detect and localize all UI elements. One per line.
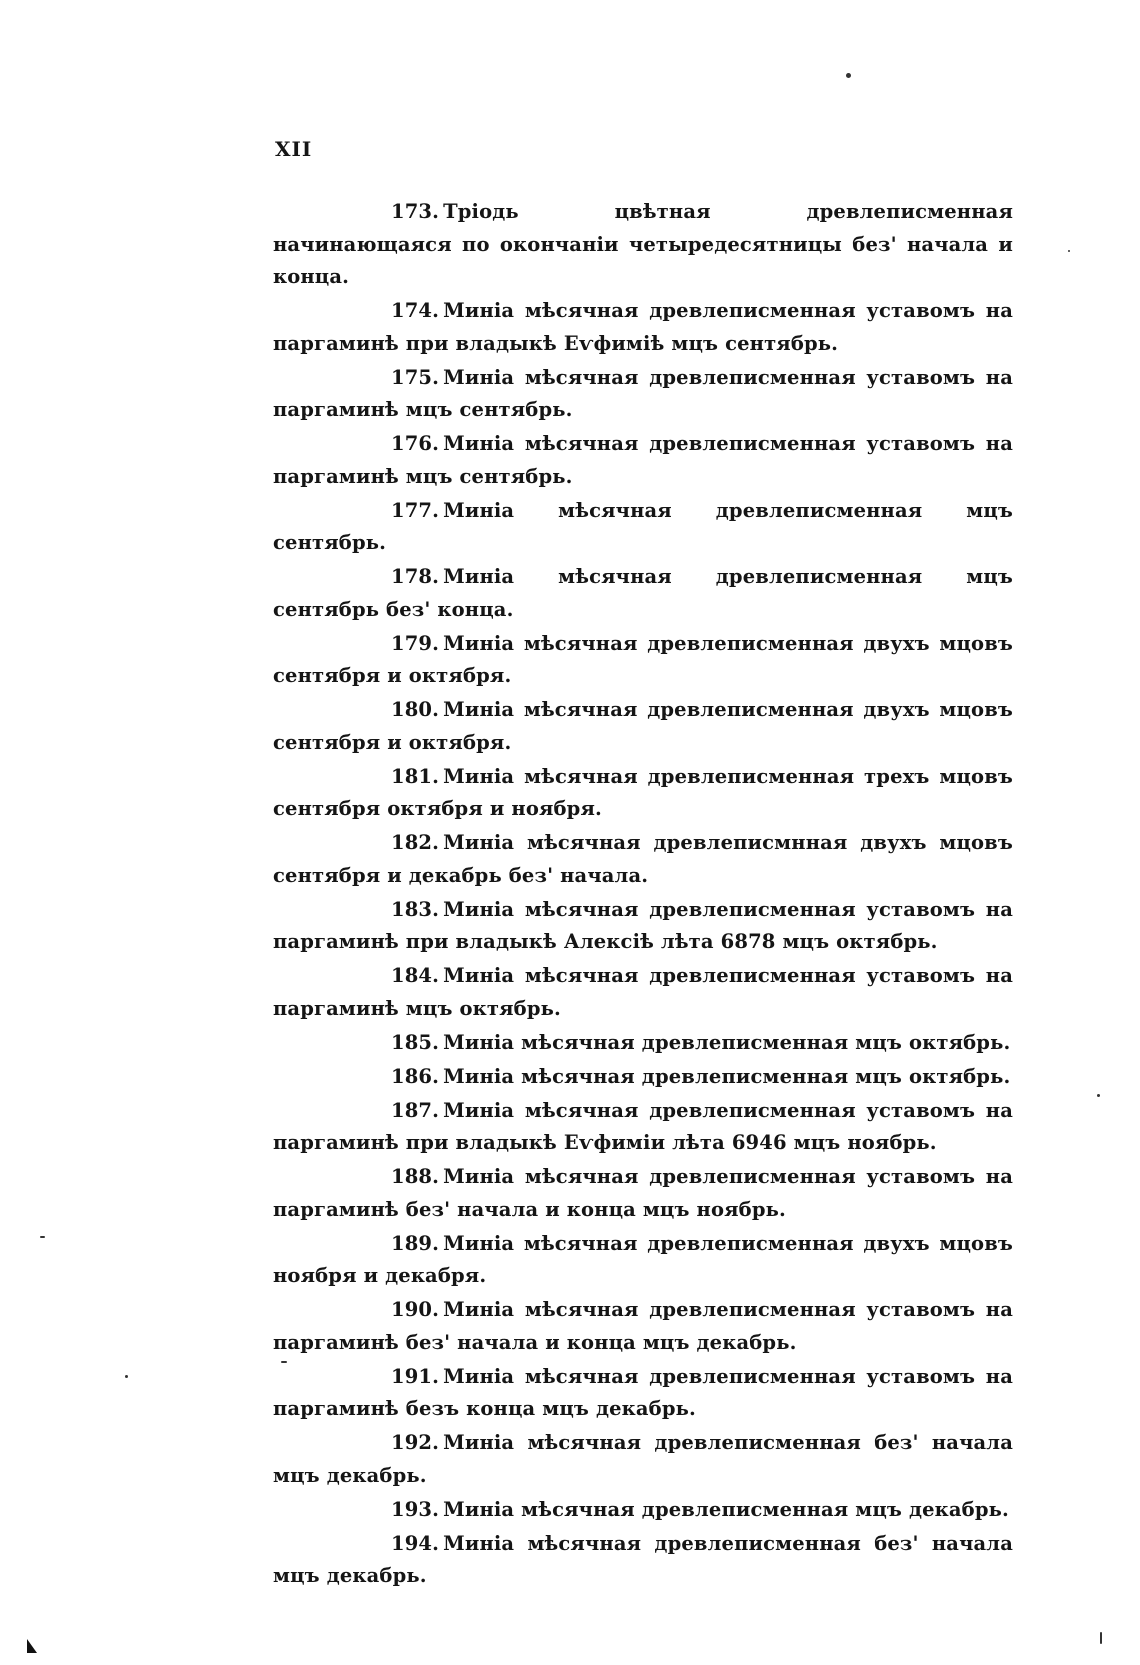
entry-text: Миніа мѣсячная древлеписменная мцъ октябрь.: [443, 1064, 1011, 1088]
entry-text: Миніа мѣсячная древлеписменная мцъ сентябрь.: [273, 498, 1013, 554]
scan-speck: [1068, 250, 1070, 252]
catalog-entry: [273, 1294, 1013, 1359]
page-number: XII: [275, 137, 313, 161]
entry-text: Миніа мѣсячная древлеписменная уставомъ на паргаминѣ безъ конца мцъ декабрь.: [273, 1364, 1013, 1420]
entry-number: 191.: [391, 1364, 440, 1388]
catalog-entry: [273, 1228, 1013, 1293]
entry-number: 175.: [391, 365, 440, 389]
scan-speck: [1097, 1094, 1100, 1097]
entry-text: Миніа мѣсячная древлеписменная мцъ октябрь.: [443, 1030, 1011, 1054]
entry-text: Миніа мѣсячная древлеписменная уставомъ на паргаминѣ при владыкѣ Алексіѣ лѣта 6878 мцъ октябрь.: [273, 897, 1013, 953]
entry-number: 187.: [391, 1098, 440, 1122]
entry-number: 174.: [391, 299, 440, 322]
entry-text: Миніа мѣсячная древлеписменная уставомъ на паргаминѣ мцъ сентябрь.: [273, 432, 1013, 488]
catalog-entry: [273, 827, 1013, 892]
catalog-entry: [273, 960, 1013, 1025]
catalog-entry: [273, 761, 1013, 826]
entry-text: Миніа мѣсячная древлеписменная трехъ мцовъ сентября октября и ноября.: [273, 764, 1013, 820]
entry-number: 179.: [391, 631, 440, 655]
catalog-entries: [273, 196, 1013, 1594]
catalog-entry: [273, 362, 1013, 427]
entry-number: 180.: [391, 698, 440, 721]
entry-text: Миніа мѣсячная древлеписменная мцъ декабрь.: [443, 1497, 1009, 1521]
entry-number: 176.: [391, 432, 440, 455]
entry-text: Миніа мѣсячная древлеписменная без' начала мцъ декабрь.: [273, 1431, 1013, 1487]
catalog-entry: [273, 1061, 1013, 1094]
entry-text: Миніа мѣсячная древлеписменная без' начала мцъ декабрь.: [273, 1531, 1013, 1587]
scan-speck: [40, 1236, 45, 1238]
entry-text: Миніа мѣсячная древлеписменная уставомъ на паргаминѣ без' начала и конца мцъ декабрь.: [273, 1298, 1013, 1354]
entry-text: Миніа мѣсячная древлеписменная уставомъ на паргаминѣ мцъ октябрь.: [273, 964, 1013, 1020]
scan-speck: [1100, 1632, 1102, 1644]
entry-number: 185.: [391, 1030, 440, 1054]
catalog-entry: [273, 495, 1013, 560]
entry-number: 178.: [391, 565, 440, 588]
entry-text: Миніа мѣсячная древлеписменная двухъ мцовъ ноября и декабря.: [273, 1231, 1013, 1287]
entry-number: 183.: [391, 897, 440, 921]
entry-number: 173.: [391, 200, 440, 223]
catalog-entry: [273, 1361, 1013, 1426]
entry-number: 182.: [391, 831, 440, 854]
entry-number: 194.: [391, 1531, 440, 1555]
catalog-entry: [273, 1095, 1013, 1160]
entry-text: Миніа мѣсячная древлеписмнная двухъ мцовъ сентября и декабрь без' начала.: [273, 831, 1013, 887]
catalog-entry: [273, 894, 1013, 959]
entry-text: Миніа мѣсячная древлеписменная уставомъ на паргаминѣ при владыкѣ Еѵфиміѣ мцъ сентябрь.: [273, 299, 1013, 355]
entry-text: Миніа мѣсячная древлеписменная уставомъ на паргаминѣ мцъ сентябрь.: [273, 365, 1013, 421]
scan-speck: [125, 1375, 128, 1378]
entry-text: Тріодь цвѣтная древлеписменная начинающаяся по окончаніи четыредесятницы без' начала и конца.: [273, 200, 1013, 288]
catalog-entry: [273, 1494, 1013, 1527]
entry-number: 193.: [391, 1497, 440, 1521]
entry-number: 192.: [391, 1431, 440, 1454]
entry-number: 181.: [391, 764, 440, 788]
catalog-entry: [273, 1027, 1013, 1060]
entry-text: Миніа мѣсячная древлеписменная двухъ мцовъ сентября и октября.: [273, 698, 1013, 754]
catalog-entry: [273, 561, 1013, 626]
catalog-entry: [273, 1528, 1013, 1593]
catalog-entry: [273, 428, 1013, 493]
scan-speck: [846, 73, 851, 78]
entry-number: 189.: [391, 1231, 440, 1255]
entry-number: 186.: [391, 1064, 440, 1088]
corner-mark: [27, 1639, 37, 1653]
catalog-entry: [273, 1427, 1013, 1492]
entry-number: 177.: [391, 498, 440, 522]
catalog-entry: [273, 1161, 1013, 1226]
catalog-entry: [273, 694, 1013, 759]
catalog-entry: [273, 628, 1013, 693]
catalog-entry: [273, 196, 1013, 294]
entry-number: 190.: [391, 1298, 440, 1321]
entry-number: 188.: [391, 1165, 440, 1188]
entry-number: 184.: [391, 964, 440, 987]
entry-text: Миніа мѣсячная древлеписменная двухъ мцовъ сентября и октября.: [273, 631, 1013, 687]
scan-speck: [281, 1361, 287, 1363]
entry-text: Миніа мѣсячная древлеписменная мцъ сентябрь без' конца.: [273, 565, 1013, 621]
entry-text: Миніа мѣсячная древлеписменная уставомъ на паргаминѣ без' начала и конца мцъ ноябрь.: [273, 1165, 1013, 1221]
catalog-entry: [273, 295, 1013, 360]
entry-text: Миніа мѣсячная древлеписменная уставомъ на паргаминѣ при владыкѣ Еѵфиміи лѣта 6946 мцъ ноябрь.: [273, 1098, 1013, 1154]
